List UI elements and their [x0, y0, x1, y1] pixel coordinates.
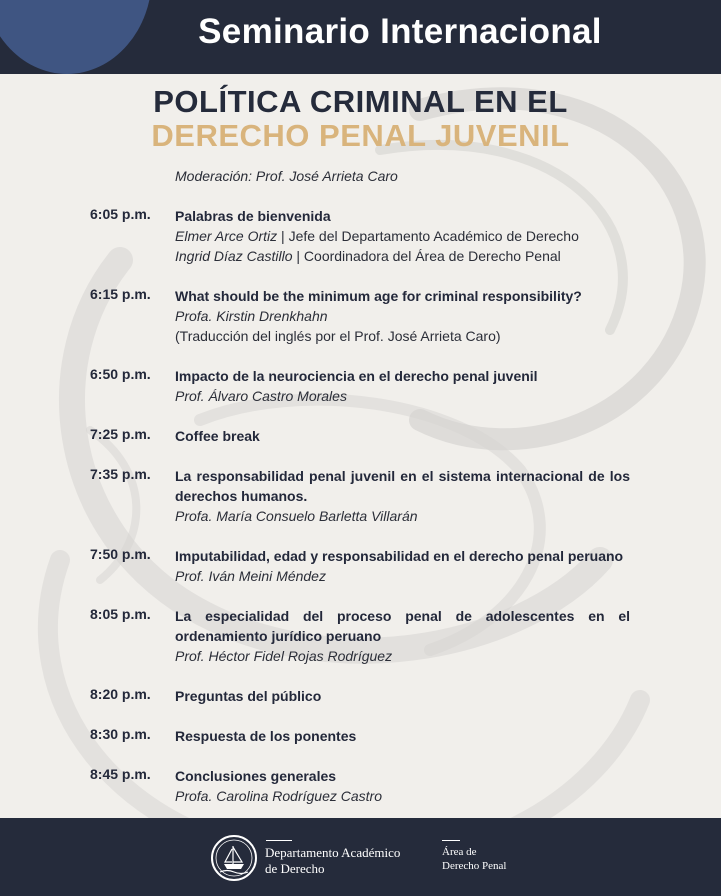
speaker-line — [175, 646, 630, 666]
session-title: Imputabilidad, edad y responsabilidad en el derecho penal peruano — [175, 548, 624, 564]
speaker-name: Profa. Carolina Rodríguez Castro — [175, 788, 382, 804]
schedule-time: 6:15 p.m. — [90, 286, 151, 302]
footer-bar — [0, 818, 721, 896]
schedule-time: 8:20 p.m. — [90, 686, 151, 702]
event-title-line2: DERECHO PENAL JUVENIL — [151, 118, 570, 153]
speaker-role: | Coordinadora del Área de Derecho Penal — [292, 248, 561, 264]
schedule-time: 8:05 p.m. — [90, 606, 151, 622]
schedule-content — [175, 686, 630, 706]
speaker-line — [175, 786, 630, 806]
schedule-time: 6:05 p.m. — [90, 206, 151, 222]
session-title: Preguntas del público — [175, 688, 322, 704]
schedule-content — [175, 606, 630, 666]
schedule-content — [175, 766, 630, 806]
schedule-content — [175, 286, 630, 346]
schedule-time: 6:50 p.m. — [90, 366, 151, 382]
session-title: La especialidad del proceso penal de adolescentes en el — [175, 608, 630, 624]
schedule-time: 7:25 p.m. — [90, 426, 151, 442]
moderation-text: Moderación: Prof. José Arrieta Caro — [175, 168, 398, 184]
area-name: Área de Derecho Penal — [442, 846, 507, 872]
session-title: La responsabilidad penal juvenil en el sistema internacional de los — [175, 468, 630, 484]
speaker-name: Prof. Héctor Fidel Rojas Rodríguez — [175, 648, 393, 664]
speaker-name: Prof. Iván Meini Méndez — [175, 568, 326, 584]
divider — [266, 840, 292, 841]
speaker-role: (Traducción del inglés por el Prof. José Arrieta Caro) — [175, 328, 501, 344]
session-title: Respuesta de los ponentes — [175, 728, 357, 744]
schedule-time: 8:30 p.m. — [90, 726, 151, 742]
schedule-content — [175, 726, 630, 746]
schedule-content — [175, 426, 630, 446]
event-title-line1: POLÍTICA CRIMINAL EN EL — [153, 84, 568, 119]
ship-seal-icon — [210, 834, 258, 882]
speaker-line — [175, 506, 630, 526]
schedule-content — [175, 206, 630, 266]
divider — [442, 840, 460, 841]
speaker-line — [175, 306, 630, 326]
schedule-content — [175, 546, 630, 586]
speaker-name: Profa. Kirstin Drenkhahn — [175, 308, 328, 324]
session-title: Conclusiones generales — [175, 768, 337, 784]
schedule-content — [175, 366, 630, 406]
speaker-name: Ingrid Díaz Castillo — [175, 248, 293, 264]
speaker-line — [175, 246, 630, 266]
session-title: Coffee break — [175, 428, 260, 444]
header-title: Seminario Internacional — [198, 12, 602, 51]
speaker-name: Prof. Álvaro Castro Morales — [175, 388, 347, 404]
speaker-line — [175, 326, 630, 346]
schedule-time: 7:35 p.m. — [90, 466, 151, 482]
session-title: ordenamiento jurídico peruano — [175, 628, 382, 644]
schedule-content — [175, 466, 630, 526]
schedule-time: 7:50 p.m. — [90, 546, 151, 562]
speaker-name: Profa. María Consuelo Barletta Villarán — [175, 508, 418, 524]
session-title: derechos humanos. — [175, 488, 308, 504]
speaker-role: | Jefe del Departamento Académico de Derecho — [277, 228, 579, 244]
session-title: Impacto de la neurociencia en el derecho penal juvenil — [175, 368, 538, 384]
decorative-circle — [0, 0, 152, 74]
speaker-line — [175, 566, 630, 586]
speaker-line — [175, 386, 630, 406]
session-title: Palabras de bienvenida — [175, 208, 331, 224]
speaker-name: Elmer Arce Ortiz — [175, 228, 278, 244]
department-name: Departamento Académico de Derecho — [265, 845, 401, 876]
schedule-time: 8:45 p.m. — [90, 766, 151, 782]
session-title: What should be the minimum age for criminal responsibility? — [175, 288, 582, 304]
speaker-line — [175, 226, 630, 246]
header-banner — [0, 0, 721, 74]
